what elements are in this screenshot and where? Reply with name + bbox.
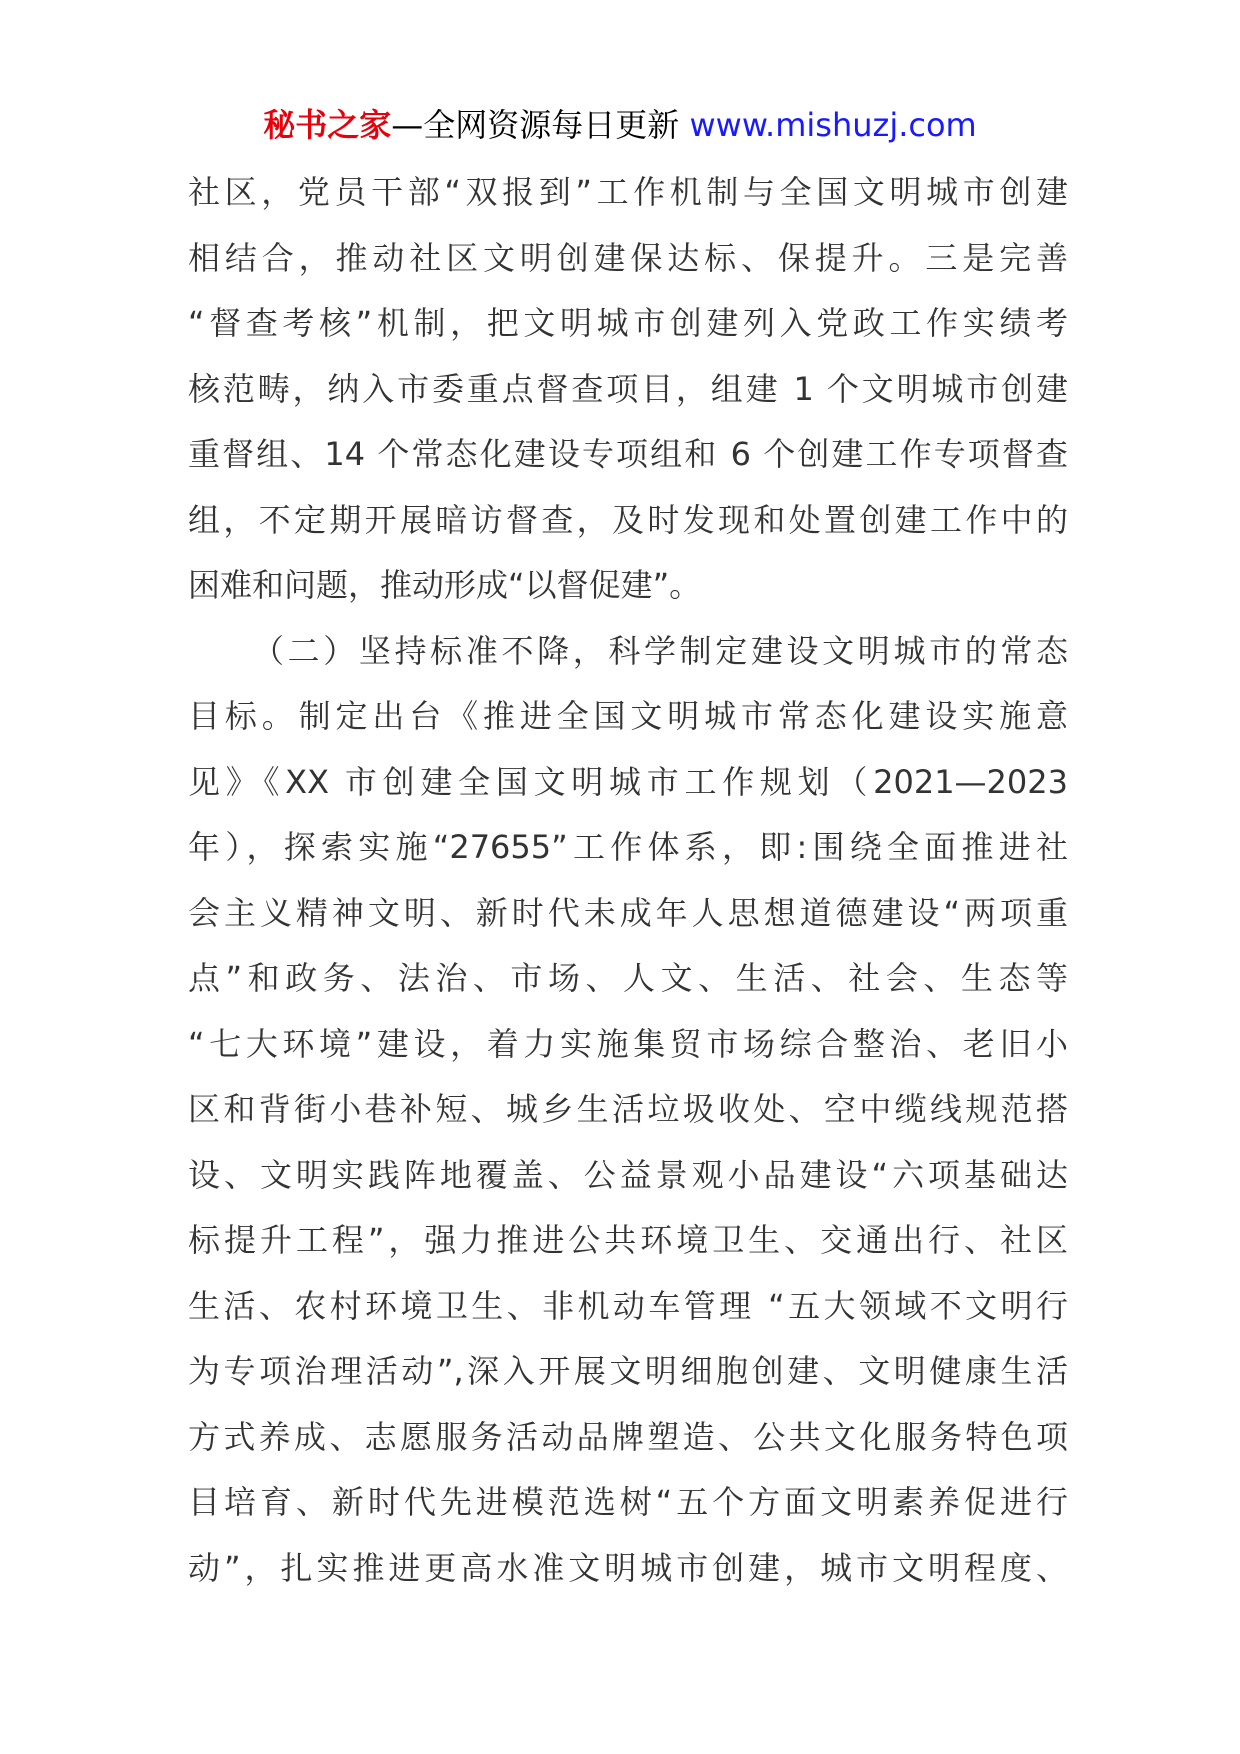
site-brand: 秘书之家: [263, 106, 392, 144]
text-line: 相结合，推动社区文明创建保达标、保提升。三是完善: [188, 238, 1068, 277]
text-line: “督查考核”机制，把文明城市创建列入党政工作实绩考: [188, 304, 1068, 342]
site-url-link[interactable]: www.mishuzj.com: [689, 106, 977, 144]
text-line: 组，不定期开展暗访督查，及时发现和处置创建工作中的: [188, 500, 1068, 539]
text-line: 重督组、14 个常态化建设专项组和 6 个创建工作专项督查: [188, 435, 1068, 473]
text-line: 目培育、新时代先进模范选树“五个方面文明素养促进行: [188, 1483, 1068, 1521]
text-line: 会主义精神文明、新时代未成年人思想道德建设“两项重: [188, 893, 1068, 932]
text-line-paragraph-end: 困难和问题，推动形成“以督促建”。: [188, 566, 702, 604]
text-line: 设、文明实践阵地覆盖、公益景观小品建设“六项基础达: [188, 1155, 1068, 1194]
text-line: 见》《XX 市创建全国文明城市工作规划（2021—2023: [188, 762, 1068, 801]
text-line: 区和背街小巷补短、城乡生活垃圾收处、空中缆线规范搭: [188, 1090, 1068, 1128]
text-line: 点”和政务、法治、市场、人文、生活、社会、生态等: [188, 959, 1068, 997]
site-tagline: —全网资源每日更新: [391, 106, 680, 144]
text-line: 核范畴，纳入市委重点督查项目，组建 1 个文明城市创建: [188, 369, 1068, 408]
text-line: 生活、农村环境卫生、非机动车管理 “五大领域不文明行: [188, 1286, 1068, 1325]
document-body: [188, 160, 1068, 1601]
site-header: [0, 100, 1240, 150]
text-line: 社区，党员干部“双报到”工作机制与全国文明城市创建: [188, 173, 1068, 211]
text-line: 动”，扎实推进更高水准文明城市创建，城市文明程度、: [188, 1548, 1068, 1587]
text-line-paragraph-start: （二）坚持标准不降，科学制定建设文明城市的常态: [252, 631, 1068, 670]
text-line: 标提升工程”，强力推进公共环境卫生、交通出行、社区: [188, 1221, 1068, 1259]
text-line: 年），探索实施“27655”工作体系，即:围绕全面推进社: [188, 828, 1068, 866]
text-line: “七大环境”建设，着力实施集贸市场综合整治、老旧小: [188, 1024, 1068, 1063]
text-line: 目标。制定出台《推进全国文明城市常态化建设实施意: [188, 697, 1068, 735]
text-line: 为专项治理活动”,深入开展文明细胞创建、文明健康生活: [188, 1352, 1068, 1390]
text-line: 方式养成、志愿服务活动品牌塑造、公共文化服务特色项: [188, 1417, 1068, 1456]
